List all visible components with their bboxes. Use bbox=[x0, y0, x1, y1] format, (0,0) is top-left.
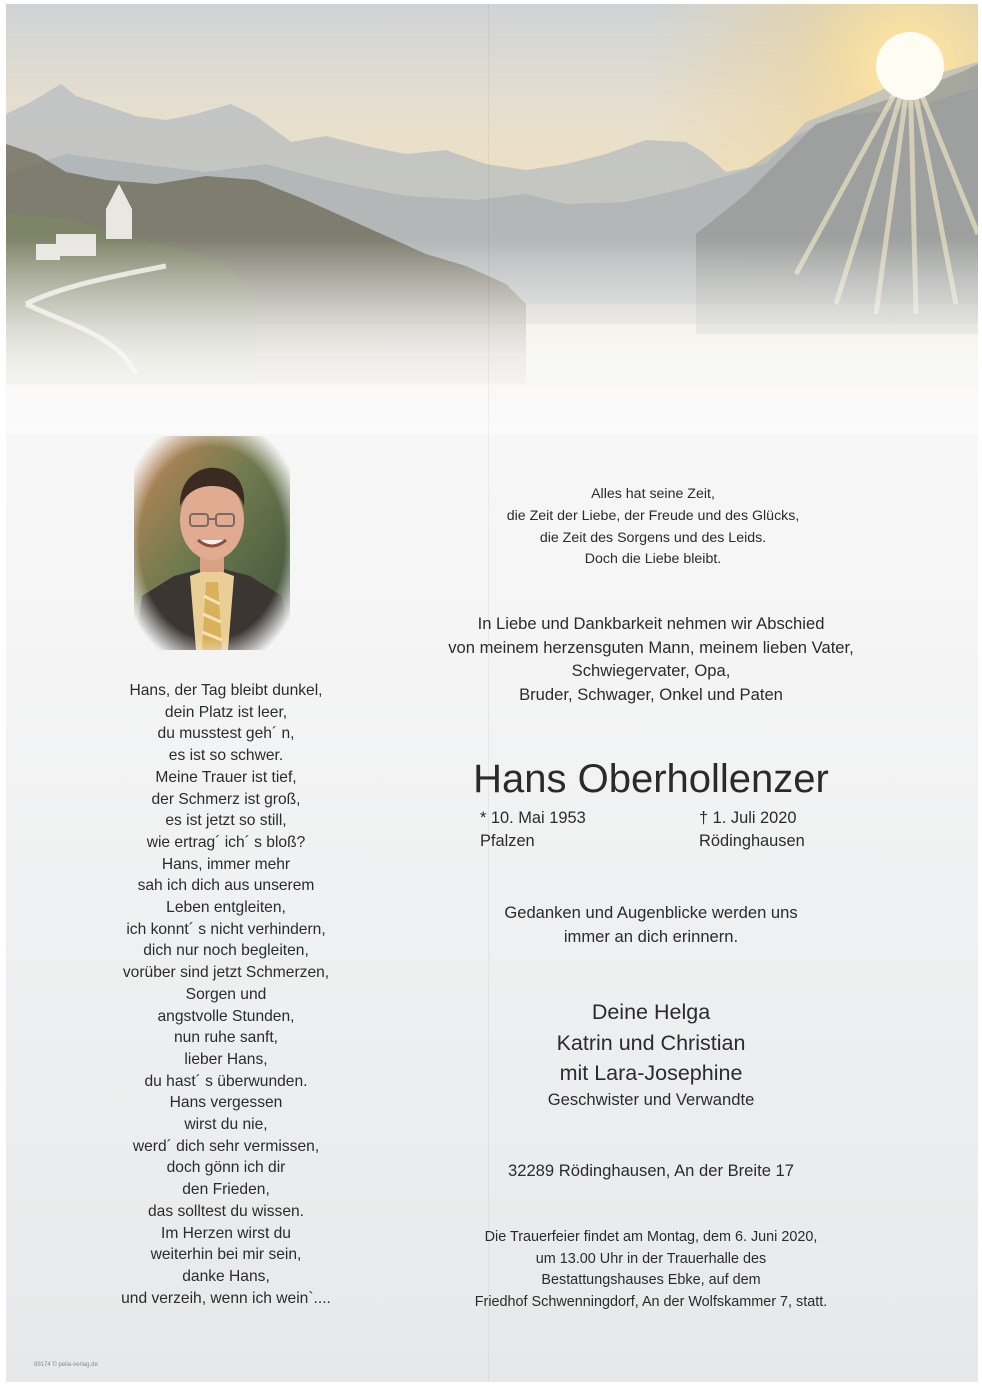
motto-verse bbox=[438, 484, 868, 571]
poem-line: werd´ dich sehr vermissen, bbox=[132, 1137, 320, 1155]
funeral-line: um 13.00 Uhr in der Trauerhalle des bbox=[535, 1250, 767, 1267]
poem-line: es ist jetzt so still, bbox=[165, 812, 287, 830]
poem-line: dein Platz ist leer, bbox=[164, 703, 288, 721]
poem-line: und verzeih, wenn ich wein`.... bbox=[121, 1289, 331, 1307]
deceased-name: Hans Oberhollenzer bbox=[473, 757, 829, 801]
family-address: 32289 Rödinghausen, An der Breite 17 bbox=[508, 1161, 794, 1180]
poem-line: Hans, immer mehr bbox=[161, 855, 291, 873]
poem-line: Hans, der Tag bleibt dunkel, bbox=[129, 682, 323, 699]
poem-line: angstvolle Stunden, bbox=[157, 1007, 295, 1025]
obituary-page bbox=[6, 4, 978, 1382]
poem-line: es ist so schwer. bbox=[168, 747, 284, 765]
signature-line: Katrin und Christian bbox=[556, 1030, 746, 1055]
poem-line: sah ich dich aus unserem bbox=[137, 877, 315, 895]
signature-line: mit Lara-Josephine bbox=[559, 1061, 743, 1085]
signature-line: Deine Helga bbox=[591, 1000, 711, 1024]
poem-line: du hast´ s überwunden. bbox=[144, 1072, 308, 1090]
memory-line: immer an dich erinnern. bbox=[563, 927, 739, 946]
poem-line: nun ruhe sanft, bbox=[173, 1029, 279, 1047]
motto-line: Alles hat seine Zeit, bbox=[591, 486, 715, 502]
poem-line: doch gönn ich dir bbox=[166, 1159, 286, 1177]
poem-line: du musstest geh´ n, bbox=[157, 725, 295, 743]
poem-line: den Frieden, bbox=[182, 1181, 270, 1199]
funeral-line: Bestattungshauses Ebke, auf dem bbox=[541, 1272, 761, 1288]
poem-line: danke Hans, bbox=[182, 1267, 270, 1285]
signature-line: Geschwister und Verwandte bbox=[547, 1089, 755, 1109]
poem-line: das solltest du wissen. bbox=[147, 1202, 304, 1220]
intro-line: Bruder, Schwager, Onkel und Paten bbox=[519, 684, 783, 704]
birth-place: Pfalzen bbox=[480, 832, 535, 850]
motto-line: Doch die Liebe bleibt. bbox=[584, 551, 722, 568]
poem-line: dich nur noch begleiten, bbox=[143, 942, 309, 960]
poem-line: Im Herzen wirst du bbox=[161, 1224, 291, 1242]
mourners-signature bbox=[401, 997, 901, 1111]
intro-line: Schwiegervater, Opa, bbox=[571, 661, 731, 680]
poem-line: wirst du nie, bbox=[184, 1116, 268, 1134]
mountain-sunrise-landscape bbox=[6, 4, 978, 434]
funeral-line: Friedhof Schwenningdorf, An der Wolfskammer 7, statt. bbox=[474, 1293, 828, 1310]
death-info bbox=[699, 807, 805, 853]
death-place: Rödinghausen bbox=[699, 832, 805, 850]
funeral-info bbox=[401, 1227, 901, 1313]
death-date: † 1. Juli 2020 bbox=[699, 809, 797, 827]
poem-line: Meine Trauer ist tief, bbox=[155, 768, 297, 786]
intro-line: von meinem herzensguten Mann, meinem lieben Vater, bbox=[448, 637, 854, 657]
poem-line: ich konnt´ s nicht verhindern, bbox=[126, 920, 326, 938]
poem-line: weiterhin bei mir sein, bbox=[150, 1246, 302, 1264]
poem-line: Leben entgleiten, bbox=[166, 899, 286, 917]
portrait-photo bbox=[134, 436, 290, 650]
motto-line: die Zeit der Liebe, der Freude und des Glücks, bbox=[506, 507, 800, 524]
birth-info bbox=[480, 807, 586, 853]
farewell-intro bbox=[401, 612, 901, 706]
motto-line: die Zeit des Sorgens und des Leids. bbox=[539, 529, 767, 546]
funeral-line: Die Trauerfeier findet am Montag, dem 6. Juni 2020, bbox=[484, 1229, 818, 1245]
birth-date: * 10. Mai 1953 bbox=[480, 809, 586, 827]
poem-left bbox=[66, 680, 386, 1309]
poem-line: Sorgen und bbox=[185, 985, 267, 1003]
poem-line: wie ertrag´ ich´ s bloß? bbox=[146, 833, 306, 851]
memory-text bbox=[401, 901, 901, 949]
poem-line: lieber Hans, bbox=[184, 1050, 268, 1068]
poem-line: der Schmerz ist groß, bbox=[151, 790, 301, 808]
publisher-imprint: 89174 © pelia-verlag.de bbox=[34, 1362, 98, 1368]
memory-line: Gedanken und Augenblicke werden uns bbox=[504, 903, 798, 922]
poem-line: vorüber sind jetzt Schmerzen, bbox=[122, 964, 330, 982]
intro-line: In Liebe und Dankbarkeit nehmen wir Abschied bbox=[477, 614, 825, 633]
poem-line: Hans vergessen bbox=[169, 1094, 283, 1112]
